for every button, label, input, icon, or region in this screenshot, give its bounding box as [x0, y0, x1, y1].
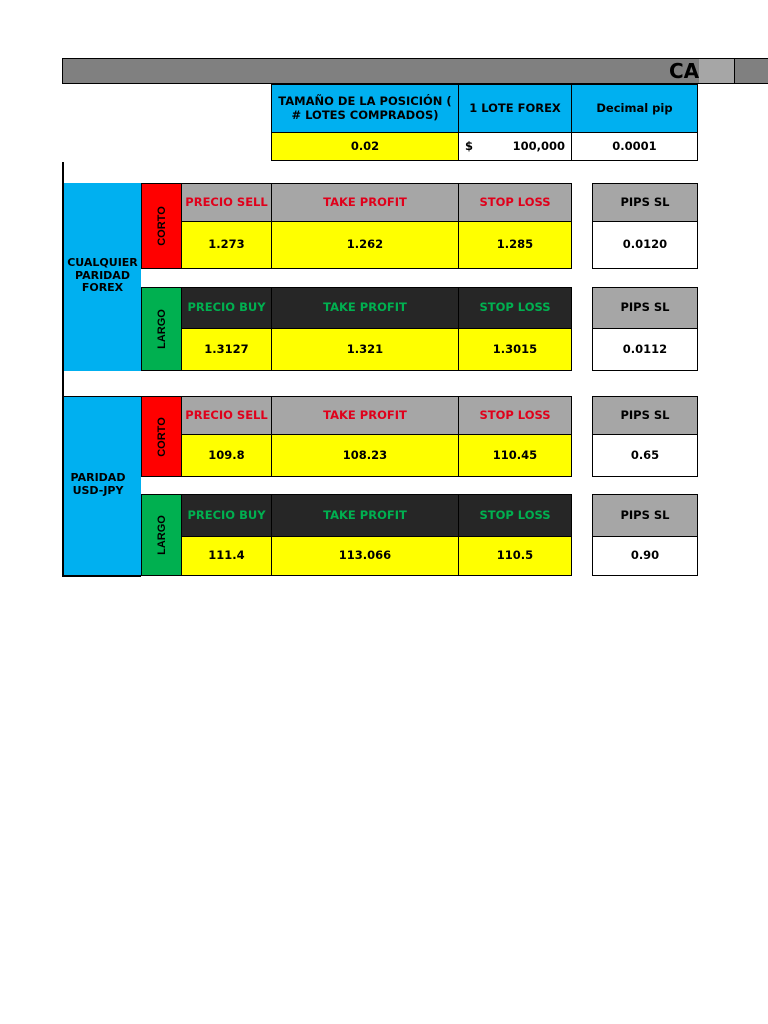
pips-sl-header: PIPS SL — [592, 494, 698, 537]
currency-symbol: $ — [465, 138, 474, 153]
pips-sl-header: PIPS SL — [592, 396, 698, 435]
take-profit-header: TAKE PROFIT — [271, 396, 459, 435]
lot-value-header: 1 LOTE FOREX — [458, 84, 572, 133]
stop-loss-value[interactable]: 110.5 — [458, 536, 572, 576]
section-label-text: CUALQUIER PARIDAD FOREX — [67, 256, 138, 295]
pips-sl-header: PIPS SL — [592, 183, 698, 222]
take-profit-header: TAKE PROFIT — [271, 183, 459, 222]
stop-loss-header: STOP LOSS — [458, 287, 572, 329]
lot-size-value[interactable]: 0.02 — [271, 132, 459, 161]
lot-value: 100,000 — [512, 138, 565, 153]
stop-loss-header: STOP LOSS — [458, 183, 572, 222]
left-border-line — [62, 162, 64, 184]
buy-price-header: PRECIO BUY — [181, 494, 272, 537]
decimal-pip-value[interactable]: 0.0001 — [571, 132, 698, 161]
short-label-usdjpy: CORTO — [141, 396, 182, 477]
sell-price-header: PRECIO SELL — [181, 183, 272, 222]
title-bar-white-cell — [699, 58, 735, 84]
take-profit-value[interactable]: 1.321 — [271, 328, 459, 371]
long-label-usdjpy: LARGO — [141, 494, 182, 576]
pips-sl-value: 0.65 — [592, 434, 698, 477]
pips-sl-value: 0.0120 — [592, 221, 698, 269]
take-profit-header: TAKE PROFIT — [271, 287, 459, 329]
stop-loss-header: STOP LOSS — [458, 396, 572, 435]
decimal-pip-header: Decimal pip — [571, 84, 698, 133]
pips-sl-header: PIPS SL — [592, 287, 698, 329]
title-bar — [62, 58, 768, 84]
pips-sl-value: 0.0112 — [592, 328, 698, 371]
left-border-line-2 — [62, 371, 64, 396]
section-label-forex — [62, 183, 141, 371]
buy-price-value[interactable]: 111.4 — [181, 536, 272, 576]
take-profit-value[interactable]: 113.066 — [271, 536, 459, 576]
pips-sl-value: 0.90 — [592, 536, 698, 576]
stop-loss-value[interactable]: 110.45 — [458, 434, 572, 477]
lot-value-cell[interactable] — [458, 132, 572, 161]
sell-price-header: PRECIO SELL — [181, 396, 272, 435]
take-profit-value[interactable]: 108.23 — [271, 434, 459, 477]
sell-price-value[interactable]: 109.8 — [181, 434, 272, 477]
stop-loss-value[interactable]: 1.285 — [458, 221, 572, 269]
stop-loss-header: STOP LOSS — [458, 494, 572, 537]
section-label-usdjpy — [62, 396, 141, 577]
page-title: CA — [669, 59, 700, 83]
buy-price-header: PRECIO BUY — [181, 287, 272, 329]
lot-size-header: TAMAÑO DE LA POSICIÓN ( # LOTES COMPRADOS) — [271, 84, 459, 133]
take-profit-value[interactable]: 1.262 — [271, 221, 459, 269]
stop-loss-value[interactable]: 1.3015 — [458, 328, 572, 371]
section-label-text: PARIDAD USD-JPY — [70, 471, 126, 497]
buy-price-value[interactable]: 1.3127 — [181, 328, 272, 371]
take-profit-header: TAKE PROFIT — [271, 494, 459, 537]
long-label-forex: LARGO — [141, 287, 182, 371]
sell-price-value[interactable]: 1.273 — [181, 221, 272, 269]
short-label-forex: CORTO — [141, 183, 182, 269]
